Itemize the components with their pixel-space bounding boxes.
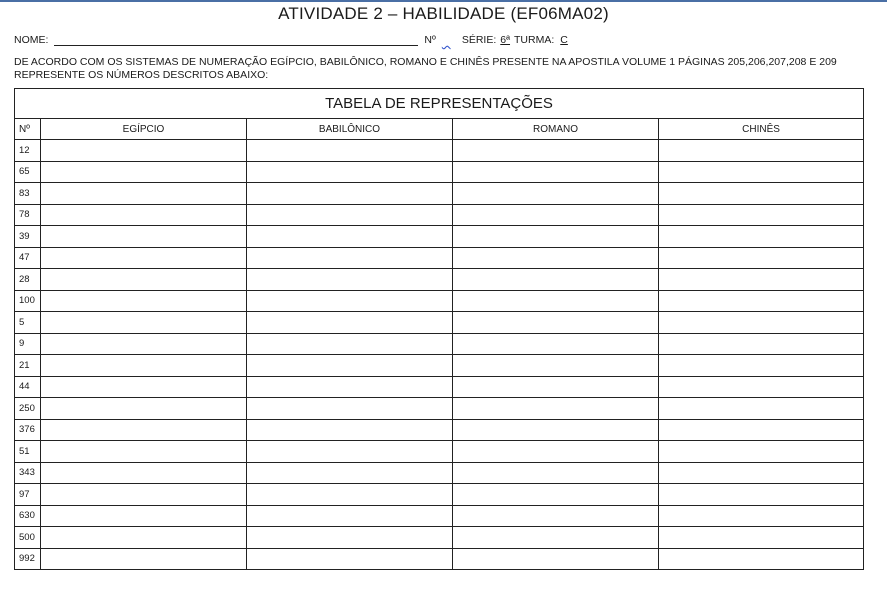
chines-answer-cell[interactable] xyxy=(659,484,864,506)
romano-answer-cell[interactable] xyxy=(453,527,659,549)
row-number: 343 xyxy=(15,462,41,484)
serie-label: SÉRIE: xyxy=(461,34,497,46)
chines-answer-cell[interactable] xyxy=(659,290,864,312)
egipcio-answer-cell[interactable] xyxy=(41,183,247,205)
romano-answer-cell[interactable] xyxy=(453,398,659,420)
romano-answer-cell[interactable] xyxy=(453,140,659,162)
chines-answer-cell[interactable] xyxy=(659,333,864,355)
chines-answer-cell[interactable] xyxy=(659,548,864,570)
egipcio-answer-cell[interactable] xyxy=(41,161,247,183)
table-row xyxy=(15,204,864,226)
row-number: 100 xyxy=(15,290,41,312)
instruction-line: DE ACORDO COM OS SISTEMAS DE NUMERAÇÃO EGÍPCIO, BABILÔNICO, ROMANO E CHINÊS PRESENTE NA APOSTILA VOLUME 1 PÁGINAS 205,206,207,208 E 209 xyxy=(14,56,837,68)
babilonico-answer-cell[interactable] xyxy=(247,226,453,248)
nome-field[interactable] xyxy=(54,34,418,46)
egipcio-answer-cell[interactable] xyxy=(41,312,247,334)
chines-answer-cell[interactable] xyxy=(659,441,864,463)
egipcio-answer-cell[interactable] xyxy=(41,204,247,226)
row-number: 630 xyxy=(15,505,41,527)
row-number: 65 xyxy=(15,161,41,183)
chines-answer-cell[interactable] xyxy=(659,204,864,226)
chines-answer-cell[interactable] xyxy=(659,419,864,441)
row-number: 500 xyxy=(15,527,41,549)
chines-answer-cell[interactable] xyxy=(659,462,864,484)
romano-answer-cell[interactable] xyxy=(453,269,659,291)
table-row xyxy=(15,419,864,441)
table-row xyxy=(15,527,864,549)
romano-answer-cell[interactable] xyxy=(453,247,659,269)
representations-table xyxy=(14,88,864,570)
babilonico-answer-cell[interactable] xyxy=(247,527,453,549)
row-number: 78 xyxy=(15,204,41,226)
table-row xyxy=(15,505,864,527)
instruction-line: REPRESENTE OS NÚMEROS DESCRITOS ABAIXO: xyxy=(14,69,269,81)
babilonico-answer-cell[interactable] xyxy=(247,398,453,420)
chines-answer-cell[interactable] xyxy=(659,183,864,205)
row-number: 97 xyxy=(15,484,41,506)
table-row xyxy=(15,548,864,570)
romano-answer-cell[interactable] xyxy=(453,333,659,355)
romano-answer-cell[interactable] xyxy=(453,548,659,570)
table-caption: TABELA DE REPRESENTAÇÕES xyxy=(15,89,864,119)
table-row xyxy=(15,269,864,291)
babilonico-answer-cell[interactable] xyxy=(247,204,453,226)
table-row xyxy=(15,161,864,183)
table-row xyxy=(15,484,864,506)
babilonico-answer-cell[interactable] xyxy=(247,419,453,441)
row-number: 39 xyxy=(15,226,41,248)
babilonico-answer-cell[interactable] xyxy=(247,312,453,334)
row-number: 83 xyxy=(15,183,41,205)
babilonico-answer-cell[interactable] xyxy=(247,505,453,527)
table-row xyxy=(15,247,864,269)
chines-answer-cell[interactable] xyxy=(659,312,864,334)
egipcio-answer-cell[interactable] xyxy=(41,398,247,420)
row-number: 5 xyxy=(15,312,41,334)
chines-answer-cell[interactable] xyxy=(659,140,864,162)
babilonico-answer-cell[interactable] xyxy=(247,269,453,291)
egipcio-answer-cell[interactable] xyxy=(41,355,247,377)
row-number: 21 xyxy=(15,355,41,377)
top-border-line xyxy=(0,0,887,2)
babilonico-answer-cell[interactable] xyxy=(247,161,453,183)
table-row xyxy=(15,333,864,355)
nome-label: NOME: xyxy=(14,34,49,46)
babilonico-answer-cell[interactable] xyxy=(247,484,453,506)
egipcio-answer-cell[interactable] xyxy=(41,505,247,527)
egipcio-answer-cell[interactable] xyxy=(41,527,247,549)
numero-label: Nº xyxy=(424,34,436,46)
turma-label: TURMA: xyxy=(514,34,555,46)
row-number: 992 xyxy=(15,548,41,570)
romano-answer-cell[interactable] xyxy=(453,183,659,205)
chines-answer-cell[interactable] xyxy=(659,269,864,291)
egipcio-answer-cell[interactable] xyxy=(41,140,247,162)
row-number: 9 xyxy=(15,333,41,355)
table-row xyxy=(15,441,864,463)
egipcio-answer-cell[interactable] xyxy=(41,247,247,269)
table-row xyxy=(15,355,864,377)
romano-answer-cell[interactable] xyxy=(453,376,659,398)
table-row xyxy=(15,312,864,334)
chines-answer-cell[interactable] xyxy=(659,355,864,377)
row-number: 250 xyxy=(15,398,41,420)
table-row xyxy=(15,290,864,312)
babilonico-answer-cell[interactable] xyxy=(247,333,453,355)
header-number: Nº xyxy=(15,119,41,140)
row-number: 12 xyxy=(15,140,41,162)
egipcio-answer-cell[interactable] xyxy=(41,548,247,570)
chines-answer-cell[interactable] xyxy=(659,247,864,269)
header-chines: CHINÊS xyxy=(659,119,864,140)
instructions xyxy=(14,56,884,82)
header-romano: ROMANO xyxy=(453,119,659,140)
babilonico-answer-cell[interactable] xyxy=(247,290,453,312)
egipcio-answer-cell[interactable] xyxy=(41,226,247,248)
table-body xyxy=(15,140,864,570)
chines-answer-cell[interactable] xyxy=(659,226,864,248)
row-number: 47 xyxy=(15,247,41,269)
romano-answer-cell[interactable] xyxy=(453,441,659,463)
romano-answer-cell[interactable] xyxy=(453,226,659,248)
romano-answer-cell[interactable] xyxy=(453,312,659,334)
chines-answer-cell[interactable] xyxy=(659,527,864,549)
header-babilonico: BABILÔNICO xyxy=(247,119,453,140)
table-row xyxy=(15,140,864,162)
serie-value: 6ª xyxy=(500,34,511,46)
turma-value: C xyxy=(560,34,568,46)
student-info-line xyxy=(14,34,568,46)
romano-answer-cell[interactable] xyxy=(453,505,659,527)
romano-answer-cell[interactable] xyxy=(453,462,659,484)
babilonico-answer-cell[interactable] xyxy=(247,462,453,484)
romano-answer-cell[interactable] xyxy=(453,161,659,183)
table-row xyxy=(15,376,864,398)
table-row xyxy=(15,398,864,420)
table-header-row xyxy=(15,119,864,140)
table-row xyxy=(15,462,864,484)
babilonico-answer-cell[interactable] xyxy=(247,441,453,463)
row-number: 51 xyxy=(15,441,41,463)
romano-answer-cell[interactable] xyxy=(453,290,659,312)
egipcio-answer-cell[interactable] xyxy=(41,269,247,291)
egipcio-answer-cell[interactable] xyxy=(41,441,247,463)
row-number: 44 xyxy=(15,376,41,398)
babilonico-answer-cell[interactable] xyxy=(247,548,453,570)
babilonico-answer-cell[interactable] xyxy=(247,376,453,398)
egipcio-answer-cell[interactable] xyxy=(41,484,247,506)
table-row xyxy=(15,226,864,248)
romano-answer-cell[interactable] xyxy=(453,419,659,441)
table-row xyxy=(15,183,864,205)
chines-answer-cell[interactable] xyxy=(659,398,864,420)
page-title: ATIVIDADE 2 – HABILIDADE (EF06MA02) xyxy=(278,4,609,23)
babilonico-answer-cell[interactable] xyxy=(247,183,453,205)
row-number: 376 xyxy=(15,419,41,441)
babilonico-answer-cell[interactable] xyxy=(247,247,453,269)
babilonico-answer-cell[interactable] xyxy=(247,355,453,377)
babilonico-answer-cell[interactable] xyxy=(247,140,453,162)
chines-answer-cell[interactable] xyxy=(659,376,864,398)
egipcio-answer-cell[interactable] xyxy=(41,333,247,355)
egipcio-answer-cell[interactable] xyxy=(41,290,247,312)
egipcio-answer-cell[interactable] xyxy=(41,376,247,398)
romano-answer-cell[interactable] xyxy=(453,355,659,377)
egipcio-answer-cell[interactable] xyxy=(41,419,247,441)
chines-answer-cell[interactable] xyxy=(659,505,864,527)
egipcio-answer-cell[interactable] xyxy=(41,462,247,484)
header-egipcio: EGÍPCIO xyxy=(41,119,247,140)
numero-field[interactable] xyxy=(442,35,454,46)
romano-answer-cell[interactable] xyxy=(453,204,659,226)
chines-answer-cell[interactable] xyxy=(659,161,864,183)
romano-answer-cell[interactable] xyxy=(453,484,659,506)
row-number: 28 xyxy=(15,269,41,291)
